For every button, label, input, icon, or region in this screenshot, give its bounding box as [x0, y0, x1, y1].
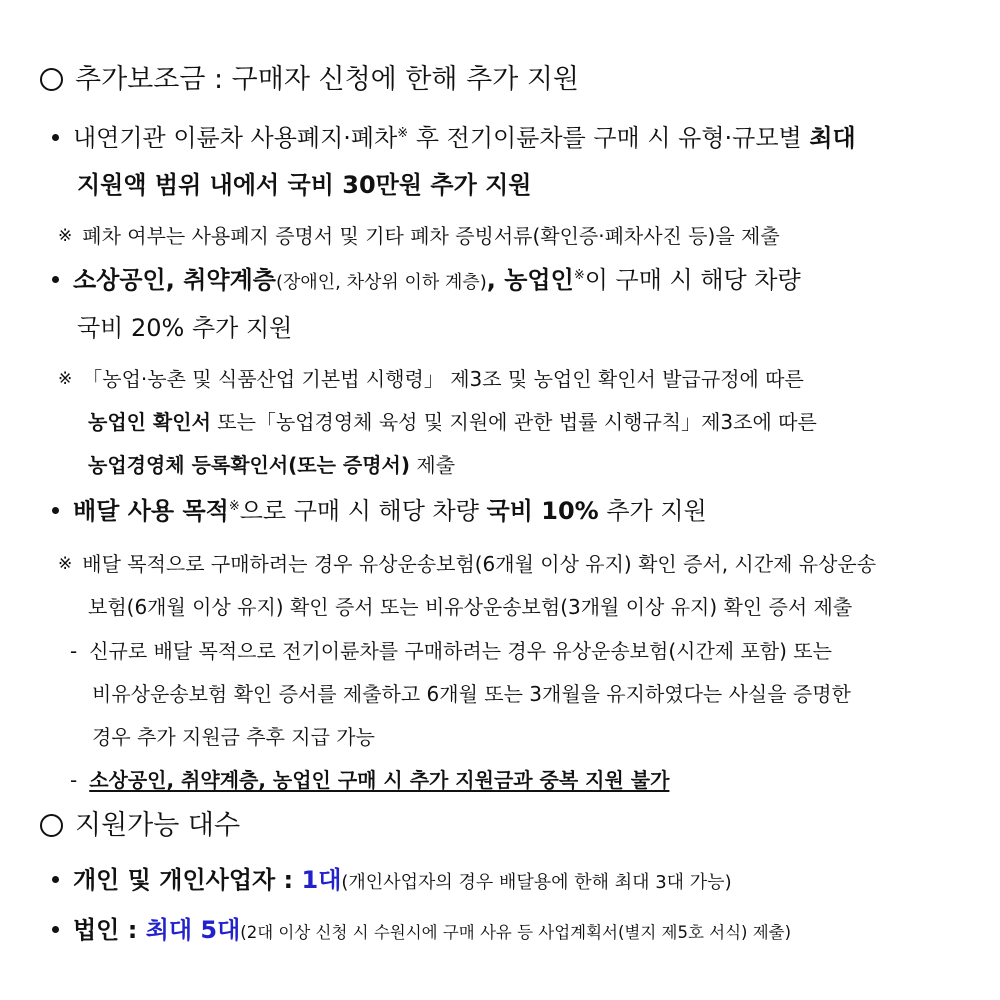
note-farmer-certificate-cont2: 농업경영체 등록확인서(또는 증명서) 제출	[88, 453, 456, 477]
bullet-item-small-business-cont: 국비 20% 추가 지원	[77, 314, 293, 342]
bullet-item-delivery-purpose: 배달 사용 목적※으로 구매 시 해당 차량 국비 10% 추가 지원	[52, 499, 707, 523]
circle-bullet-icon	[40, 68, 63, 91]
bullet-item-scrap-replacement: 내연기관 이륜차 사용폐지·폐차※ 후 전기이륜차를 구매 시 유형·규모별 최대	[52, 126, 856, 150]
bullet-dot-icon	[52, 507, 59, 514]
note-farmer-certificate: ※ 「농업·농촌 및 식품산업 기본법 시행령」 제3조 및 농업인 확인서 발급규정에 따른	[58, 367, 804, 391]
bullet-dot-icon	[52, 134, 59, 141]
bullet-item-small-business: 소상공인, 취약계층(장애인, 차상위 이하 계층), 농업인※이 구매 시 해당 차량	[52, 268, 801, 292]
bullet-item-corporation: 법인 : 최대 5대(2대 이상 신청 시 수원시에 구매 사유 등 사업계획서(별지 제5호 서식) 제출)	[52, 918, 791, 942]
bullet-dot-icon	[52, 926, 59, 933]
dash-item-no-duplicate: - 소상공인, 취약계층, 농업인 구매 시 추가 지원금과 중복 지원 불가	[70, 768, 670, 792]
bullet-item-scrap-replacement-cont: 지원액 범위 내에서 국비 30만원 추가 지원	[77, 171, 532, 199]
bullet-item-individual: 개인 및 개인사업자 : 1대(개인사업자의 경우 배달용에 한해 최대 3대 가능)	[52, 868, 732, 892]
note-scrap-proof: ※ 폐차 여부는 사용폐지 증명서 및 기타 폐차 증빙서류(확인증·폐차사진 등)을 제출	[58, 224, 780, 248]
dash-item-new-delivery-cont: 비유상운송보험 확인 증서를 제출하고 6개월 또는 3개월을 유지하였다는 사실을 증명한	[92, 682, 851, 706]
bullet-dot-icon	[52, 276, 59, 283]
section-heading-vehicle-limit: 지원가능 대수	[40, 812, 240, 839]
note-delivery-insurance-cont: 보험(6개월 이상 유지) 확인 증서 또는 비유상운송보험(3개월 이상 유지) 확인 증서 제출	[88, 595, 853, 619]
dash-item-new-delivery: - 신규로 배달 목적으로 전기이륜차를 구매하려는 경우 유상운송보험(시간제 포함) 또는	[70, 639, 832, 663]
note-farmer-certificate-cont: 농업인 확인서 또는「농업경영체 육성 및 지원에 관한 법률 시행규칙」제3조에 따른	[88, 410, 817, 434]
note-delivery-insurance: ※ 배달 목적으로 구매하려는 경우 유상운송보험(6개월 이상 유지) 확인 증서, 시간제 유상운송	[58, 552, 877, 576]
dash-item-new-delivery-cont2: 경우 추가 지원금 추후 지급 가능	[92, 725, 375, 749]
section-heading-additional-subsidy: 추가보조금 : 구매자 신청에 한해 추가 지원	[40, 66, 579, 93]
bullet-dot-icon	[52, 876, 59, 883]
circle-bullet-icon	[40, 814, 63, 837]
